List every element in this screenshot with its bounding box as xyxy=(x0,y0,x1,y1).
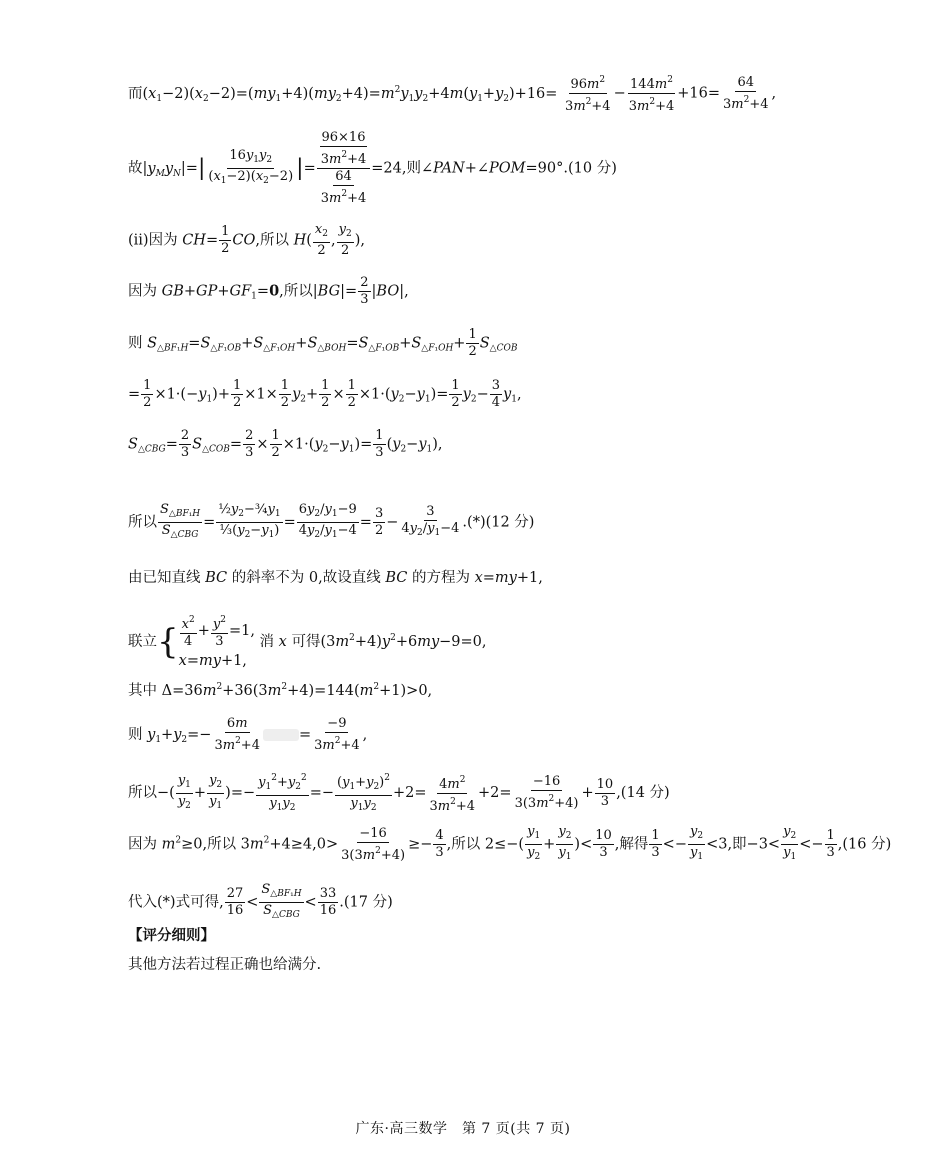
solution-line-11: 其中 $\Delta=36m^2+36(3m^2+4)=144(m^2+1)>0$, xyxy=(128,682,433,699)
solution-line-7: $S_{\triangle CBG}=$ $\frac{2}{3}$ $S_{\triangle COB}=$ $\frac{2}{3}$ × $\frac{1}{2}$ $\times 1\cdot(y_2-y_1)=$ $\frac{1}{3}$ $(y_2-y_1)$, xyxy=(128,428,443,460)
grading-rules-heading: 【评分细则】 xyxy=(128,927,215,944)
solution-line-13: 所以−( $\frac{y_1}{y_2}$ + $\frac{y_2}{y_1}$ )=− $\frac{y_1^2+y_2^2}{y_1y_2}$ =− $\frac{(y_1+y_2)^2}{y_1y_2}$ +2= $\frac{4m^2}{3m^2+4}$ +2= $\frac{-16}{3(3m^2+4)}$ + $\frac{10}{3}$ ,(14 分) xyxy=(128,770,670,816)
solution-line-6: = $\frac{1}{2}$ $\times 1\cdot(-y_1)+$ $\frac{1}{2}$ ×1× $\frac{1}{2}$ $y_2+$ $\frac{1}{2}$ × $\frac{1}{2}$ $\times 1\cdot(y_2-y_1)=$ $\frac{1}{2}$ $y_2-$ $\frac{3}{4}$ $y_1$, xyxy=(128,378,522,410)
solution-line-8: 所以 $\frac{S_{\triangle BF_1H}}{S_{\triangle CBG}}$ = $\frac{\frac{1}{2}y_2-\frac{3}{4}y_1}{\frac{1}{3}(y_2-y_1)}$ = $\frac{6y_2/y_1-9}{4y_2/y_1-4}$ = $\frac{3}{2}$ − $\frac{3}{4y_2/y_1-4}$ .(*)(12 分) xyxy=(128,502,535,540)
solution-line-15: 代入(*)式可得, $\frac{27}{16}$ < $\frac{S_{\triangle BF_1H}}{S_{\triangle CBG}}$ < $\frac{33}{16}$ .(17 分) xyxy=(128,882,393,920)
solution-line-3: (ⅱ)因为 CH= $\frac{1}{2}$ CO,所以 H( $\frac{x_2}{2}$ , $\frac{y_2}{2}$ ), xyxy=(128,222,365,258)
page-footer: 广东·高三数学 第 7 页(共 7 页) xyxy=(355,1121,571,1137)
grading-rules-text: 其他方法若过程正确也给满分. xyxy=(128,957,322,973)
solution-line-1: 而$(x_1-2)(x_2-2)=(my_1+4)(my_2+4)=m^2y_1y_2+4m(y_1+y_2)+16=$ $\frac{96m^2}{3m^2+4}$ − $\frac{144m^2}{3m^2+4}$ +16= $\frac{64}{3m^2+4}$ , xyxy=(128,72,776,115)
solution-line-14: 因为 $m^2\ge 0$,所以 $3m^2+4\ge 4,0>$ $\frac{-16}{3(3m^2+4)}$ ≥− $\frac{4}{3}$ ,所以 2≤−( $\frac{y_1}{y_2}$ + $\frac{y_2}{y_1}$ )< $\frac{10}{3}$ ,解得 $\frac{1}{3}$ <− $\frac{y_2}{y_1}$ <3,即−3< $\frac{y_2}{y_1}$ <− $\frac{1}{3}$ ,(16 分) xyxy=(128,824,892,863)
solution-line-5: 则 $S_{\triangle BF_1H}=S_{\triangle F_1OB}+S_{\triangle F_1OH}+S_{\triangle BOH}=S_{\triangle F_1OB}+S_{\triangle F_1OH}+$ $\frac{1}{2}$ $S_{\triangle COB}$ xyxy=(128,327,518,359)
solution-line-9: 由已知直线 BC 的斜率不为 0,故设直线 BC 的方程为 x=my+1, xyxy=(128,570,543,586)
solution-line-4: 因为 $GB+GP+GF_1=0$,所以|BG|= $\frac{2}{3}$ |BO|, xyxy=(128,275,409,307)
solution-line-10: 联立{ $\frac{x^2}{4}$ + $\frac{y^2}{3}$ =1, x=my+1, 消 x 可得$(3m^2+4)y^2+6my-9=0$, xyxy=(128,612,487,672)
solution-line-2: 故$|y_My_N|=|$ $\frac{16y_1y_2}{(x_1-2)(x_2-2)}$ |= $\frac{\frac{96\times 16}{3m^2+4}}{\frac{64}{3m^2+4}}$ =24,则∠PAN+∠POM=90°.(10 分) xyxy=(128,130,617,206)
solution-line-12: 则 $y_1+y_2=-$ $\frac{6m}{3m^2+4}$ = $\frac{-9}{3m^2+4}$ , xyxy=(128,716,368,753)
